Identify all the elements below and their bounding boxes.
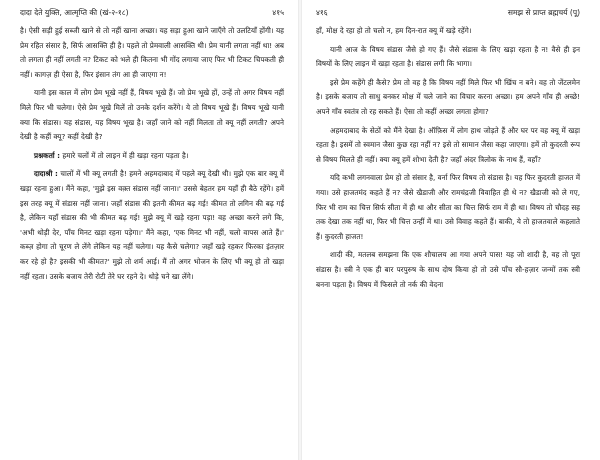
paragraph: इसे प्रेम कहेंगे ही कैसे? प्रेम तो वह है कि विषय नहीं मिले फिर भी खिंच न बने। वह तो जेंटलमेन है। इसके बजाय तो साधु बनकर मोक्ष में चले जाने का विचार करना अच्छा। हम अपने गाँव ही अच्छे! अपने गाँव स्वतंत्र तो रह सकते हैं। ऐसा तो कहीं अच्छा लगता होगा? (316, 77, 580, 116)
left-page (0, 0, 298, 460)
right-page (302, 0, 600, 460)
left-page-number: ४१५ (272, 8, 284, 17)
right-page-running-title: समझ से प्राप्त ब्रह्मचर्य (पू) (507, 8, 580, 17)
right-page-header (316, 8, 580, 18)
left-page-header (20, 8, 284, 18)
paragraph: यानी आज के विषय संडास जैसे हो गए हैं। जैसे संडास के लिए खड़ा रहता है न! वैसे ही इन विषयों के लिए लाइन में खड़ा रहता है। संडास लगी कि भागा। (316, 44, 580, 69)
paragraph: है। ऐसी सड़ी हुई सब्जी खाने से तो नहीं खाना अच्छा। यह सड़ा हुआ खाने जाएँगे तो उलटियाँ होंगी। यह प्रेम रहित संसार है, सिर्फ आसक्ति ही है। पहले तो प्रेमवाली आसक्ति थी। प्रेम यानी लगता नहीं था! अब तो लगता ही नहीं लगती न? टिकट को भले ही कितना भी गोंद लगाया जाए फिर भी टिकट चिपकती ही नहीं। कागज़ ही ऐसा है, फिर इंसान तंग आ ही जाएगा न! (20, 26, 284, 79)
dialogue-answer (20, 167, 284, 284)
questioner-label: प्रश्नकर्ता : (34, 150, 61, 160)
paragraph: हाँ, मोक्ष दे रहा हो तो चलो न, हम दिन-रात क्यू में खड़े रहेंगे। (316, 26, 472, 35)
paragraph: यदि कभी लगनवाला प्रेम हो तो संसार है, वर्ना फिर विषय तो संडास है। यह फिर कुदरती हाजत में गया। उसे हाजतमंद कहते हैं न? जैसे खैडाजी और रामचंद्रजी विवाहित ही थे न? खैडाजी को ले गए, फिर भी राम का चित्त सिर्फ सीता में ही था और सीता का चित्त सिर्फ राम में ही था। विषय तो चौदह सह तक देखा तक नहीं था, फिर भी चित्त उन्हीं में था। उसे विवाह कहते हैं। बाकी, ये तो हाजतवाले कहलाते हैं। कुदरती हाजत! (316, 173, 580, 241)
left-page-body (20, 24, 284, 284)
dadashri-label: दादाश्री : (34, 169, 58, 179)
dialogue-question (20, 149, 284, 164)
paragraph: यानी इस काल में लोग प्रेम भूखे नहीं हैं, विषय भूखे हैं। जो प्रेम भूखे हों, उन्हें तो अगर विषय नहीं मिले फिर भी चलेगा। ऐसे प्रेम भूखे मिलें तो उनके दर्शन करेंगे। ये तो विषय भूखे हैं। विषय भूखे यानी क्या कि संडास। यह संडास, यह विषय भूख है। जहाँ जाने को नहीं मिलता तो क्यू नहीं लगती? अपने देखी है कहीं क्यू? कहीं देखी है? (20, 88, 284, 142)
paragraph: अहमदाबाद के सेठों को मैंने देखा है। ऑफ़िस में लोग हाथ जोड़ते हैं और घर पर वह क्यू में खड़ा रहता है। इसमें तो स्वमान जैसा कुछ रहा नहीं न? इसे तो सामान जैसा कहा जाएगा। हमें तो कुदरती रूप से विषय मिलते ही नहीं। क्या क्यू हमें शोभा देती है? जहाँ अंदर त्रिलोक के नाथ हैं, वहाँ? (316, 125, 580, 164)
answer-text: चालों में भी क्यू लगती है! हमने अहमदाबाद में पहले क्यू देखी थी। मुझे एक बार क्यू में खड़ा रहना हुआ। मैंने कहा, 'मुझे इस वक़्त संडास नहीं जाना।' उससे बेहतर हम यहाँ ही बैठे रहेंगे। हमें इस तरह क्यू में संडास नहीं जाना। जहाँ संडास की इतनी कीमत बढ़ गई! कीमत तो लगिन की बढ़ गई है, लेकिन यहाँ संडास की भी कीमत बढ़ गई! मुझे क्यू में खड़े रहना पड़ा! वह अच्छा करने लगे कि, 'अभी थोड़ी देर, पाँच मिनट खड़ा रहना पड़ेगा।' मैंने कहा, 'एक मिनट भी नहीं, चलो वापस आते हैं।' कब्ज़ होगा तो चूरण ले लेंगे लेकिन यह नहीं चलेगा। यह कैसे चलेगा? जहाँ खड़े रहकर फिरका इंतज़ार कर रहे हो है? इसकी भी कीमत?' मुझे तो शर्म आई। मैं तो अगर भोजन के लिए भी क्यू हो तो खड़ा नहीं रहता। उसके बजाय तेरी रोटी तेरे घर रहने दे। थोड़े चने खा लेंगे। (20, 169, 284, 281)
left-page-running-title: दादा देते युक्ति, आत्मृप्ति की (खं-२-१८) (20, 8, 129, 17)
right-page-number: ४१६ (316, 8, 328, 17)
paragraph: शादी की, मतलब समझना कि एक शौचालय आ गया अपने पास! यह जो शादी है, वह तो पूरा संडास है। स्त्री ने एक ही बार परपुरुष के साथ दोष किया हो तो उसे पाँच सौ-हज़ार जन्मों तक स्त्री बनना पड़ता है। विषय में फिसले तो नर्क की वेदना (316, 250, 580, 289)
right-page-body (316, 24, 580, 292)
question-text: हमारे चलों में तो लाइन में ही खड़ा रहना पड़ता है। (62, 150, 189, 160)
